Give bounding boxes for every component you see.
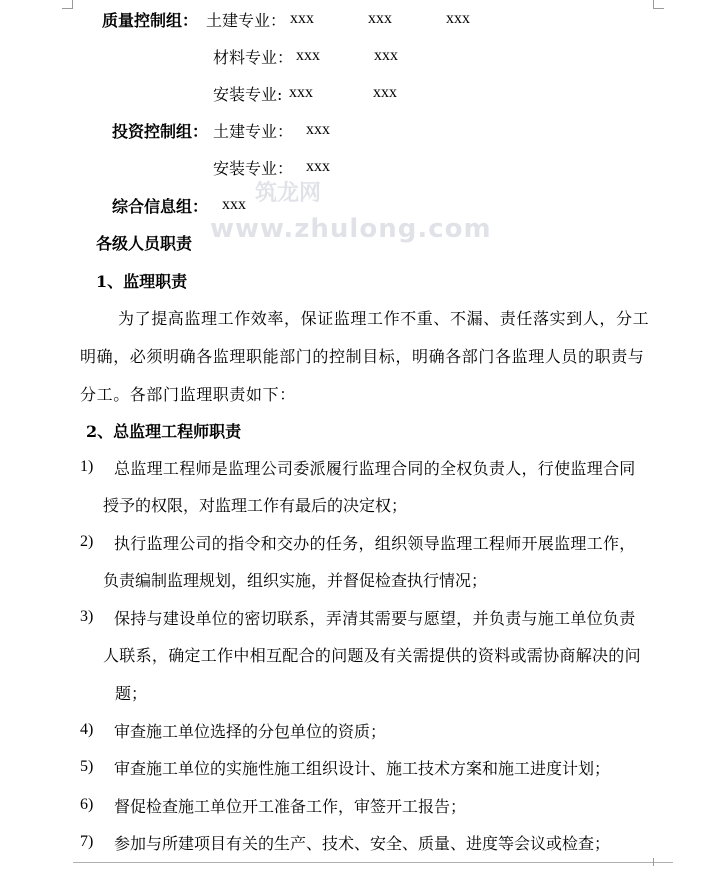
quality-row-1-label: 土建专业：	[206, 11, 287, 30]
margin-corner-mark	[62, 8, 73, 9]
list-item-number: 4)	[80, 721, 94, 738]
paragraph-line: 为了提高监理工作效率，保证监理工作不重、不漏、责任落实到人，分工	[118, 309, 650, 328]
quality-row-1-values: xxx xxx xxx	[290, 10, 470, 27]
investment-row-2-values: xxx	[306, 158, 330, 175]
investment-row-1-values: xxx	[306, 121, 330, 138]
info-value: xxx	[222, 196, 246, 213]
list-item-line: 题；	[115, 684, 148, 703]
margin-corner-mark	[653, 858, 654, 866]
list-item-line: 授予的权限，对监理工作有最后的决定权；	[103, 496, 408, 515]
list-item-line: 执行监理公司的指令和交办的任务，组织领导监理工程师开展监理工作，	[114, 534, 636, 553]
heading-supervision-duties: 1、监理职责	[96, 272, 188, 291]
page-bottom-divider	[73, 862, 673, 863]
margin-corner-mark	[72, 0, 73, 8]
list-item-line: 参加与所建项目有关的生产、技术、安全、质量、进度等会议或检查；	[114, 834, 611, 853]
list-item-number: 6)	[80, 796, 94, 813]
paragraph-line: 分工。各部门监理职责如下：	[80, 385, 296, 404]
list-item-number: 5)	[80, 758, 94, 775]
group-label-quality: 质量控制组：	[102, 11, 199, 30]
watermark-url: www.zhulong.com	[210, 214, 492, 244]
list-item-number: 7)	[80, 833, 94, 850]
group-label-info: 综合信息组：	[112, 197, 209, 216]
list-item-line: 督促检查施工单位开工准备工作，审签开工报告；	[114, 797, 467, 816]
list-item-line: 审查施工单位的实施性施工组织设计、施工技术方案和施工进度计划；	[114, 759, 611, 778]
list-item-line: 保持与建设单位的密切联系，弄清其需要与愿望，并负责与施工单位负责	[114, 609, 636, 628]
margin-corner-mark	[653, 0, 654, 8]
paragraph-line: 明确，必须明确各监理职能部门的控制目标，明确各部门各监理人员的职责与	[80, 347, 645, 366]
margin-corner-mark	[653, 8, 664, 9]
list-item-line: 总监理工程师是监理公司委派履行监理合同的全权负责人，行使监理合同	[114, 459, 636, 478]
list-item-number: 2)	[80, 533, 94, 550]
section-heading: 各级人员职责	[96, 234, 193, 253]
list-item-line: 审查施工单位选择的分包单位的资质；	[114, 722, 387, 741]
quality-row-2-values: xxx xxx	[296, 47, 398, 64]
list-item-line: 负责编制监理规划，组织实施，并督促检查执行情况；	[103, 571, 488, 590]
list-item-number: 3)	[80, 608, 94, 625]
investment-row-2-label: 安装专业：	[213, 159, 294, 178]
quality-row-3-values: xxx xxx	[289, 84, 397, 101]
list-item-line: 人联系，确定工作中相互配合的问题及有关需提供的资料或需协商解决的问	[103, 646, 641, 665]
quality-row-2-label: 材料专业：	[213, 48, 294, 67]
group-label-investment: 投资控制组：	[112, 122, 209, 141]
list-item-number: 1)	[80, 458, 94, 475]
watermark-logo-text: 筑龙网	[255, 181, 322, 206]
heading-chief-engineer-duties: 2、总监理工程师职责	[86, 422, 242, 441]
quality-row-3-label: 安装专业:	[213, 85, 283, 104]
investment-row-1-label: 土建专业：	[213, 122, 294, 141]
